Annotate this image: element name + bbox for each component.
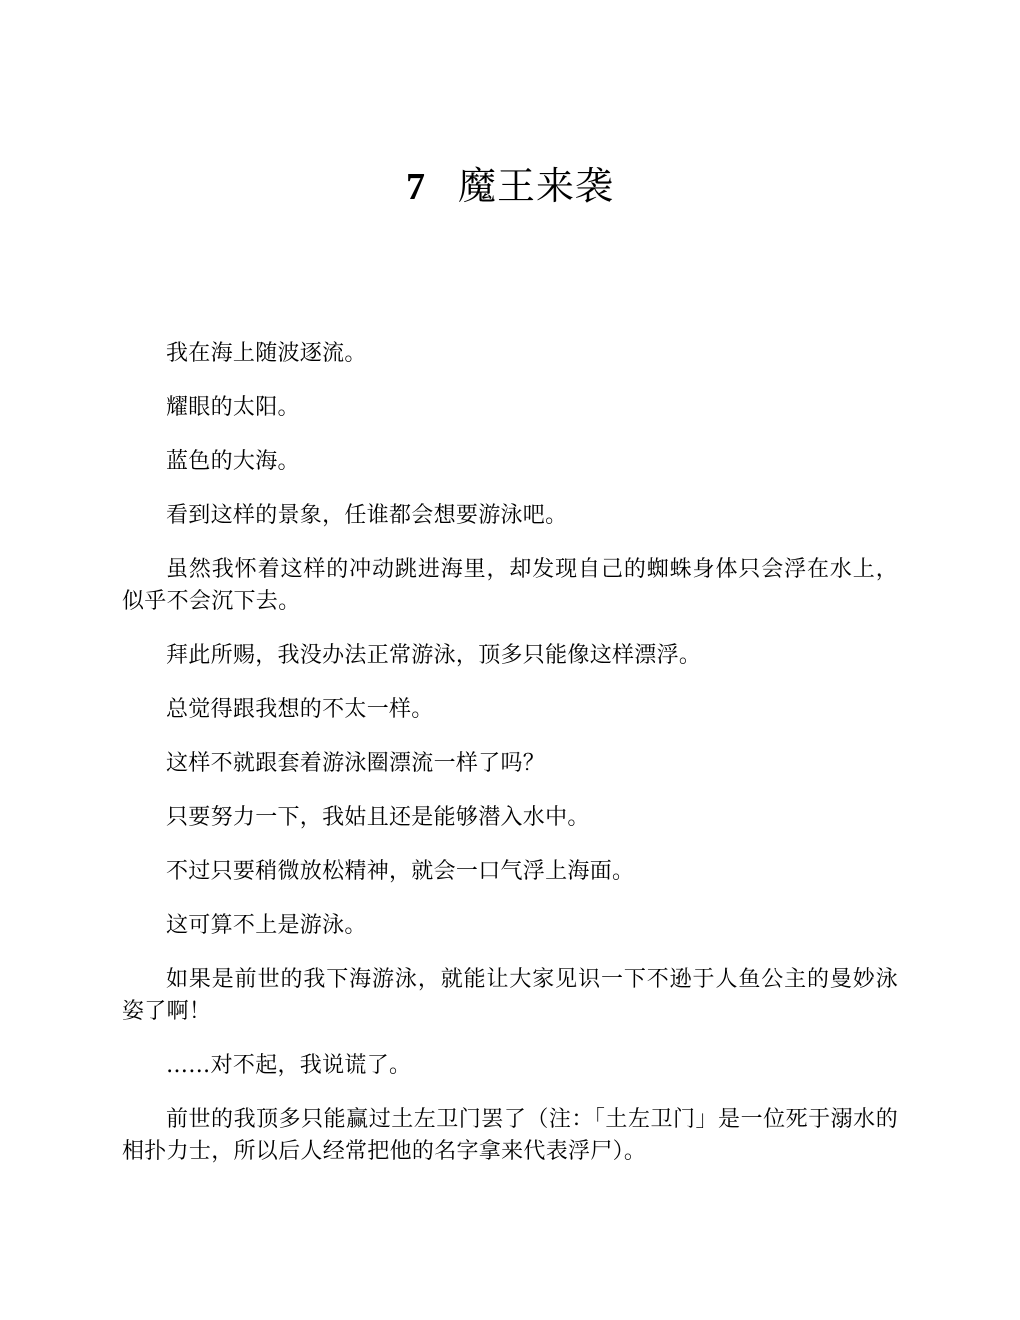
paragraph: 拜此所赐，我没办法正常游泳，顶多只能像这样漂浮。 — [166, 643, 702, 668]
paragraph: 如果是前世的我下海游泳，就能让大家见识一下不逊于人鱼公主的曼妙泳姿了啊！ — [122, 967, 898, 1024]
chapter-body — [122, 338, 898, 1190]
paragraph: 总觉得跟我想的不太一样。 — [166, 697, 434, 722]
chapter-number: 7 — [405, 166, 426, 208]
chapter-title: 魔王来袭 — [457, 164, 614, 208]
paragraph: 不过只要稍微放松精神，就会一口气浮上海面。 — [166, 859, 635, 884]
paragraph: 看到这样的景象，任谁都会想要游泳吧。 — [166, 503, 568, 528]
paragraph: 耀眼的太阳。 — [166, 395, 300, 420]
paragraph: 这可算不上是游泳。 — [166, 913, 367, 938]
paragraph: 虽然我怀着这样的冲动跳进海里，却发现自己的蜘蛛身体只会浮在水上，似乎不会沉下去。 — [122, 557, 898, 614]
paragraph: 这样不就跟套着游泳圈漂流一样了吗？ — [166, 751, 546, 776]
paragraph: ……对不起，我说谎了。 — [166, 1053, 412, 1078]
paragraph: 蓝色的大海。 — [166, 449, 300, 474]
paragraph: 只要努力一下，我姑且还是能够潜入水中。 — [166, 805, 590, 830]
paragraph: 我在海上随波逐流。 — [166, 341, 367, 366]
paragraph: 前世的我顶多只能赢过土左卫门罢了（注：「土左卫门」是一位死于溺水的相扑力士，所以后人经常把他的名字拿来代表浮尸）。 — [122, 1107, 898, 1164]
chapter-heading — [0, 160, 1020, 213]
